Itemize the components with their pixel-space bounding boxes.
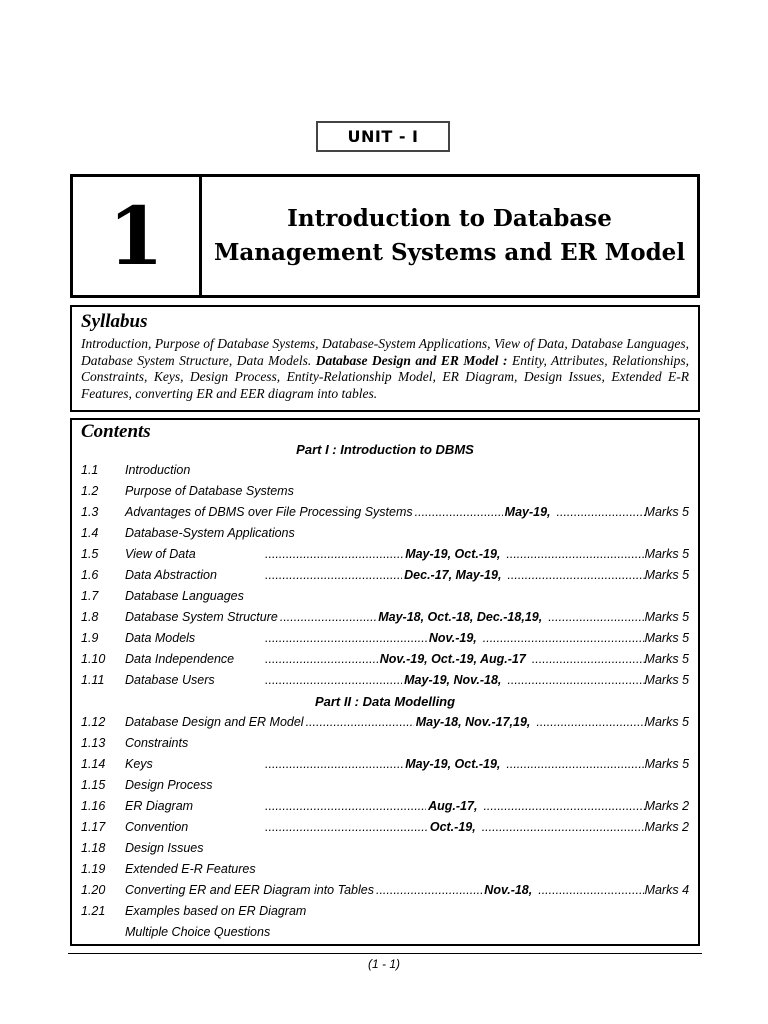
toc-dot-leader	[536, 712, 644, 733]
toc-number: 1.15	[81, 778, 106, 792]
toc-row	[81, 901, 689, 922]
toc-title: Keys	[125, 757, 153, 771]
toc-row	[81, 586, 689, 607]
chapter-title	[202, 177, 697, 295]
syllabus-text	[81, 336, 689, 402]
toc-exam-dates: May-19, Nov.-18,	[404, 673, 502, 687]
toc-marks: Marks 5	[644, 715, 689, 729]
contents-section	[70, 418, 700, 946]
toc-row	[81, 523, 689, 544]
toc-number: 1.16	[81, 799, 106, 813]
toc-title: Convention	[125, 820, 189, 834]
table-of-contents	[81, 439, 689, 943]
toc-title: Data Independence	[125, 652, 235, 666]
toc-title: Data Abstraction	[125, 568, 217, 582]
toc-row	[81, 754, 689, 775]
toc-title: Examples based on ER Diagram	[125, 904, 307, 918]
toc-marks: Marks 5	[644, 610, 690, 624]
toc-exam-dates: Nov.-19,	[428, 631, 477, 645]
toc-row	[81, 880, 689, 901]
toc-title: Design Issues	[125, 841, 204, 855]
toc-dot-leader	[483, 796, 644, 817]
toc-number: 1.7	[81, 589, 99, 603]
toc-dot-leader	[538, 880, 644, 901]
toc-number: 1.9	[81, 631, 99, 645]
toc-number: 1.2	[81, 484, 99, 498]
toc-row	[81, 670, 689, 691]
toc-marks: Marks 5	[644, 505, 689, 519]
toc-number: 1.10	[81, 652, 106, 666]
toc-row	[81, 481, 689, 502]
toc-title: Data Models	[125, 631, 196, 645]
toc-row	[81, 565, 689, 586]
toc-exam-dates: May-19, Oct.-19,	[405, 547, 501, 561]
toc-dot-leader	[415, 502, 503, 523]
toc-exam-dates: Oct.-19,	[429, 820, 476, 834]
toc-number: 1.6	[81, 568, 99, 582]
toc-title: View of Data	[125, 547, 196, 561]
toc-title: Design Process	[125, 778, 213, 792]
toc-marks: Marks 5	[644, 673, 689, 687]
chapter-header	[70, 174, 700, 298]
chapter-title-line2: Management Systems and ER Model	[213, 239, 686, 266]
toc-title: Introduction	[125, 463, 191, 477]
toc-marks: Marks 5	[644, 652, 689, 666]
toc-row	[81, 796, 689, 817]
toc-row	[81, 502, 689, 523]
unit-label: UNIT - I	[316, 121, 450, 152]
toc-dot-leader	[482, 817, 645, 838]
toc-dot-leader	[507, 565, 644, 586]
toc-row	[81, 817, 689, 838]
toc-dot-leader	[376, 880, 482, 901]
toc-dot-leader	[506, 754, 644, 775]
toc-title: Extended E-R Features	[125, 862, 256, 876]
syllabus-section	[70, 305, 700, 412]
toc-dot-leader	[265, 628, 427, 649]
toc-number: 1.21	[81, 904, 106, 918]
toc-marks: Marks 2	[644, 820, 689, 834]
footer-rule	[68, 953, 702, 954]
toc-title: Database-System Applications	[125, 526, 295, 540]
toc-row	[81, 712, 689, 733]
toc-dot-leader	[265, 649, 378, 670]
toc-marks: Marks 5	[644, 757, 690, 771]
toc-exam-dates: Dec.-17, May-19,	[404, 568, 502, 582]
toc-title: Database Design and ER Model	[125, 715, 304, 729]
toc-row	[81, 775, 689, 796]
toc-number: 1.20	[81, 883, 106, 897]
toc-row	[81, 922, 689, 943]
toc-title: Database Languages	[125, 589, 244, 603]
contents-heading: Contents	[81, 421, 151, 442]
toc-title: Constraints	[125, 736, 189, 750]
part2-heading: Part II : Data Modelling	[314, 694, 456, 709]
toc-dot-leader	[506, 544, 644, 565]
toc-number: 1.8	[81, 610, 99, 624]
toc-title: Multiple Choice Questions	[125, 925, 271, 939]
toc-exam-dates: Nov.-19, Oct.-19, Aug.-17	[379, 652, 526, 666]
toc-dot-leader	[265, 754, 403, 775]
toc-marks: Marks 5	[644, 631, 690, 645]
toc-row	[81, 607, 689, 628]
toc-number: 1.19	[81, 862, 106, 876]
toc-dot-leader	[265, 670, 402, 691]
toc-dot-leader	[265, 817, 428, 838]
toc-number: 1.11	[81, 673, 105, 687]
toc-dot-leader	[265, 544, 403, 565]
toc-title: Converting ER and EER Diagram into Tables	[125, 883, 374, 897]
toc-marks: Marks 2	[644, 799, 690, 813]
toc-title: Database System Structure	[125, 610, 278, 624]
toc-dot-leader	[507, 670, 644, 691]
toc-row	[81, 628, 689, 649]
toc-dot-leader	[557, 502, 645, 523]
syllabus-text-bold: Database Design and ER Model :	[315, 352, 508, 368]
toc-dot-leader	[483, 628, 645, 649]
toc-exam-dates: May-19, Oct.-19,	[405, 757, 501, 771]
toc-number: 1.4	[81, 526, 99, 540]
toc-dot-leader	[280, 607, 376, 628]
toc-exam-dates: May-18, Oct.-18, Dec.-18,19,	[378, 610, 543, 624]
toc-number: 1.18	[81, 841, 106, 855]
toc-dot-leader	[532, 649, 645, 670]
toc-number: 1.3	[81, 505, 99, 519]
toc-number: 1.12	[81, 715, 106, 729]
part1-heading: Part I : Introduction to DBMS	[296, 442, 474, 457]
toc-row	[81, 544, 689, 565]
syllabus-heading: Syllabus	[81, 311, 148, 332]
toc-dot-leader	[306, 712, 414, 733]
chapter-number: 1	[73, 177, 202, 295]
toc-title: Database Users	[125, 673, 215, 687]
toc-row	[81, 460, 689, 481]
toc-dot-leader	[548, 607, 644, 628]
toc-dot-leader	[265, 796, 426, 817]
toc-row	[81, 838, 689, 859]
toc-exam-dates: May-19,	[504, 505, 551, 519]
toc-exam-dates: Nov.-18,	[484, 883, 533, 897]
toc-title: Advantages of DBMS over File Processing Systems	[125, 505, 413, 519]
toc-row	[81, 733, 689, 754]
syllabus-text-part1: Introduction, Purpose of Database Systems, Database-System Applications, View of Data, Database Languages, Database System Structure, Data Models.	[81, 336, 689, 368]
toc-row	[81, 859, 689, 880]
toc-row	[81, 649, 689, 670]
toc-number: 1.17	[81, 820, 106, 834]
toc-marks: Marks 4	[644, 883, 690, 897]
toc-title: Purpose of Database Systems	[125, 484, 294, 498]
toc-number	[81, 922, 125, 943]
toc-marks: Marks 5	[644, 547, 690, 561]
toc-number: 1.1	[81, 463, 99, 477]
toc-number: 1.5	[81, 547, 99, 561]
toc-marks: Marks 5	[644, 568, 690, 582]
toc-dot-leader	[265, 565, 402, 586]
toc-number: 1.13	[81, 736, 106, 750]
toc-exam-dates: May-18, Nov.-17,19,	[415, 715, 531, 729]
toc-exam-dates: Aug.-17,	[428, 799, 478, 813]
page-number: (1 - 1)	[367, 957, 400, 971]
toc-number: 1.14	[81, 757, 106, 771]
syllabus-text-part2: Entity, Attributes, Relationships, Constraints, Keys, Design Process, Entity-Relationship Model, ER Diagram, Design Issues, Extended E-R Features, converting ER and EER diagram into tables.	[81, 352, 689, 401]
toc-title: ER Diagram	[125, 799, 194, 813]
chapter-title-line1: Introduction to Database	[287, 205, 612, 232]
